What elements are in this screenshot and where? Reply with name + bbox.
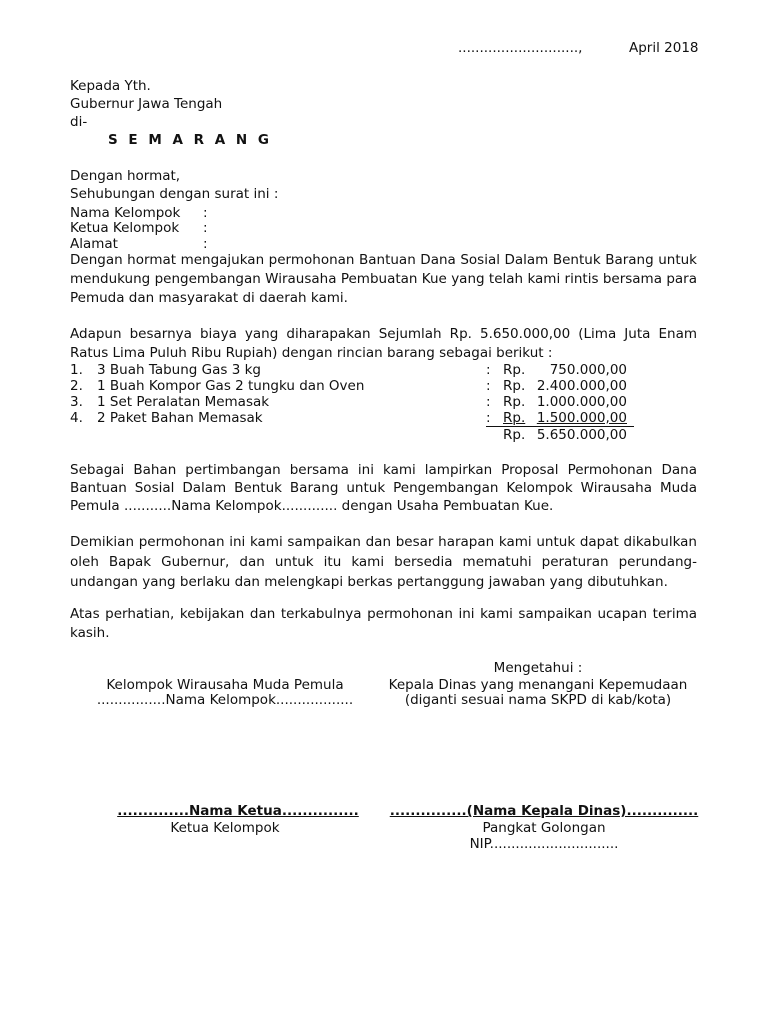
recipient-line-3: di- bbox=[70, 114, 88, 130]
item-number: 2. bbox=[70, 378, 83, 394]
item-currency: Rp. bbox=[503, 362, 526, 378]
item-name: 1 Set Peralatan Memasak bbox=[97, 394, 270, 410]
item-name: 3 Buah Tabung Gas 3 kg bbox=[97, 362, 261, 378]
item-number: 1. bbox=[70, 362, 83, 378]
item-number: 4. bbox=[70, 410, 83, 426]
field-label-leader: Ketua Kelompok bbox=[70, 220, 180, 236]
item-amount: 750.000,00 bbox=[549, 362, 627, 378]
item-name: 1 Buah Kompor Gas 2 tungku dan Oven bbox=[97, 378, 365, 394]
item-number: 3. bbox=[70, 394, 83, 410]
place-blank: ............................, bbox=[458, 40, 583, 56]
item-currency: Rp. bbox=[503, 378, 526, 394]
thanks-paragraph: Atas perhatian, kebijakan dan terkabulnya permohonan ini kami sampaikan ucapan terima kasih. bbox=[70, 606, 697, 641]
attachment-paragraph: Sebagai Bahan pertimbangan bersama ini kami lampirkan Proposal Permohonan Dana Bantuan Sosial Dalam Bentuk Barang untuk Pengembangan Kelompok Wirausaha Muda Pemula ...........Nama Kelompok............. dengan Usaha Pembuatan Kue. bbox=[70, 462, 697, 514]
item-name: 2 Paket Bahan Memasak bbox=[97, 410, 263, 426]
recipient-city: S E M A R A N G bbox=[108, 132, 272, 148]
cost-intro-paragraph: Adapun besarnya biaya yang diharapakan Sejumlah Rp. 5.650.000,00 (Lima Juta Enam Ratus Lima Puluh Ribu Rupiah) dengan rincian barang sebagai berikut : bbox=[70, 326, 697, 361]
field-label-group-name: Nama Kelompok bbox=[70, 205, 181, 221]
item-colon: : bbox=[486, 378, 491, 394]
item-colon: : bbox=[486, 394, 491, 410]
letter-date: April 2018 bbox=[629, 40, 699, 56]
recipient-line-2: Gubernur Jawa Tengah bbox=[70, 96, 223, 112]
office-title: Kepala Dinas yang menangani Kepemudaan bbox=[388, 677, 688, 693]
item-currency: Rp. bbox=[503, 394, 526, 410]
total-amount: 5.650.000,00 bbox=[536, 427, 627, 443]
leader-name: ..............Nama Ketua............... bbox=[117, 803, 359, 819]
field-colon: : bbox=[203, 220, 208, 236]
item-currency: Rp. bbox=[503, 410, 526, 426]
item-colon: : bbox=[486, 362, 491, 378]
intro-line: Sehubungan dengan surat ini : bbox=[70, 186, 279, 202]
leader-role: Ketua Kelompok bbox=[170, 820, 280, 836]
item-amount: 1.500.000,00 bbox=[536, 410, 627, 426]
greeting: Dengan hormat, bbox=[70, 168, 181, 184]
field-colon: : bbox=[203, 205, 208, 221]
request-paragraph: Dengan hormat mengajukan permohonan Bantuan Dana Sosial Dalam Bentuk Barang untuk mendukung pengembangan Wirausaha Pembuatan Kue yang telah kami rintis bersama para Pemuda dan masyarakat di daerah kami. bbox=[70, 252, 697, 306]
group-org: Kelompok Wirausaha Muda Pemula bbox=[106, 677, 344, 693]
total-currency: Rp. bbox=[503, 427, 526, 443]
head-nip: NIP.............................. bbox=[469, 836, 619, 852]
head-rank: Pangkat Golongan bbox=[482, 820, 606, 836]
item-amount: 1.000.000,00 bbox=[536, 394, 627, 410]
item-amount: 2.400.000,00 bbox=[536, 378, 627, 394]
head-name: ...............(Nama Kepala Dinas).............. bbox=[389, 803, 699, 819]
closing-paragraph: Demikian permohonan ini kami sampaikan dan besar harapan kami untuk dapat dikabulkan oleh Bapak Gubernur, dan untuk itu kami bersedia mematuhi peraturan perundang-undangan yang berlaku dan melengkapi berkas pertanggung jawaban yang dibutuhkan. bbox=[70, 534, 697, 590]
item-colon: : bbox=[486, 410, 491, 426]
office-note: (diganti sesuai nama SKPD di kab/kota) bbox=[404, 692, 672, 708]
field-colon: : bbox=[203, 236, 208, 252]
field-label-address: Alamat bbox=[70, 236, 118, 252]
acknowledge-label: Mengetahui : bbox=[493, 660, 583, 676]
recipient-line-1: Kepada Yth. bbox=[70, 78, 151, 94]
group-name-blank: ................Nama Kelompok.................. bbox=[96, 692, 354, 708]
